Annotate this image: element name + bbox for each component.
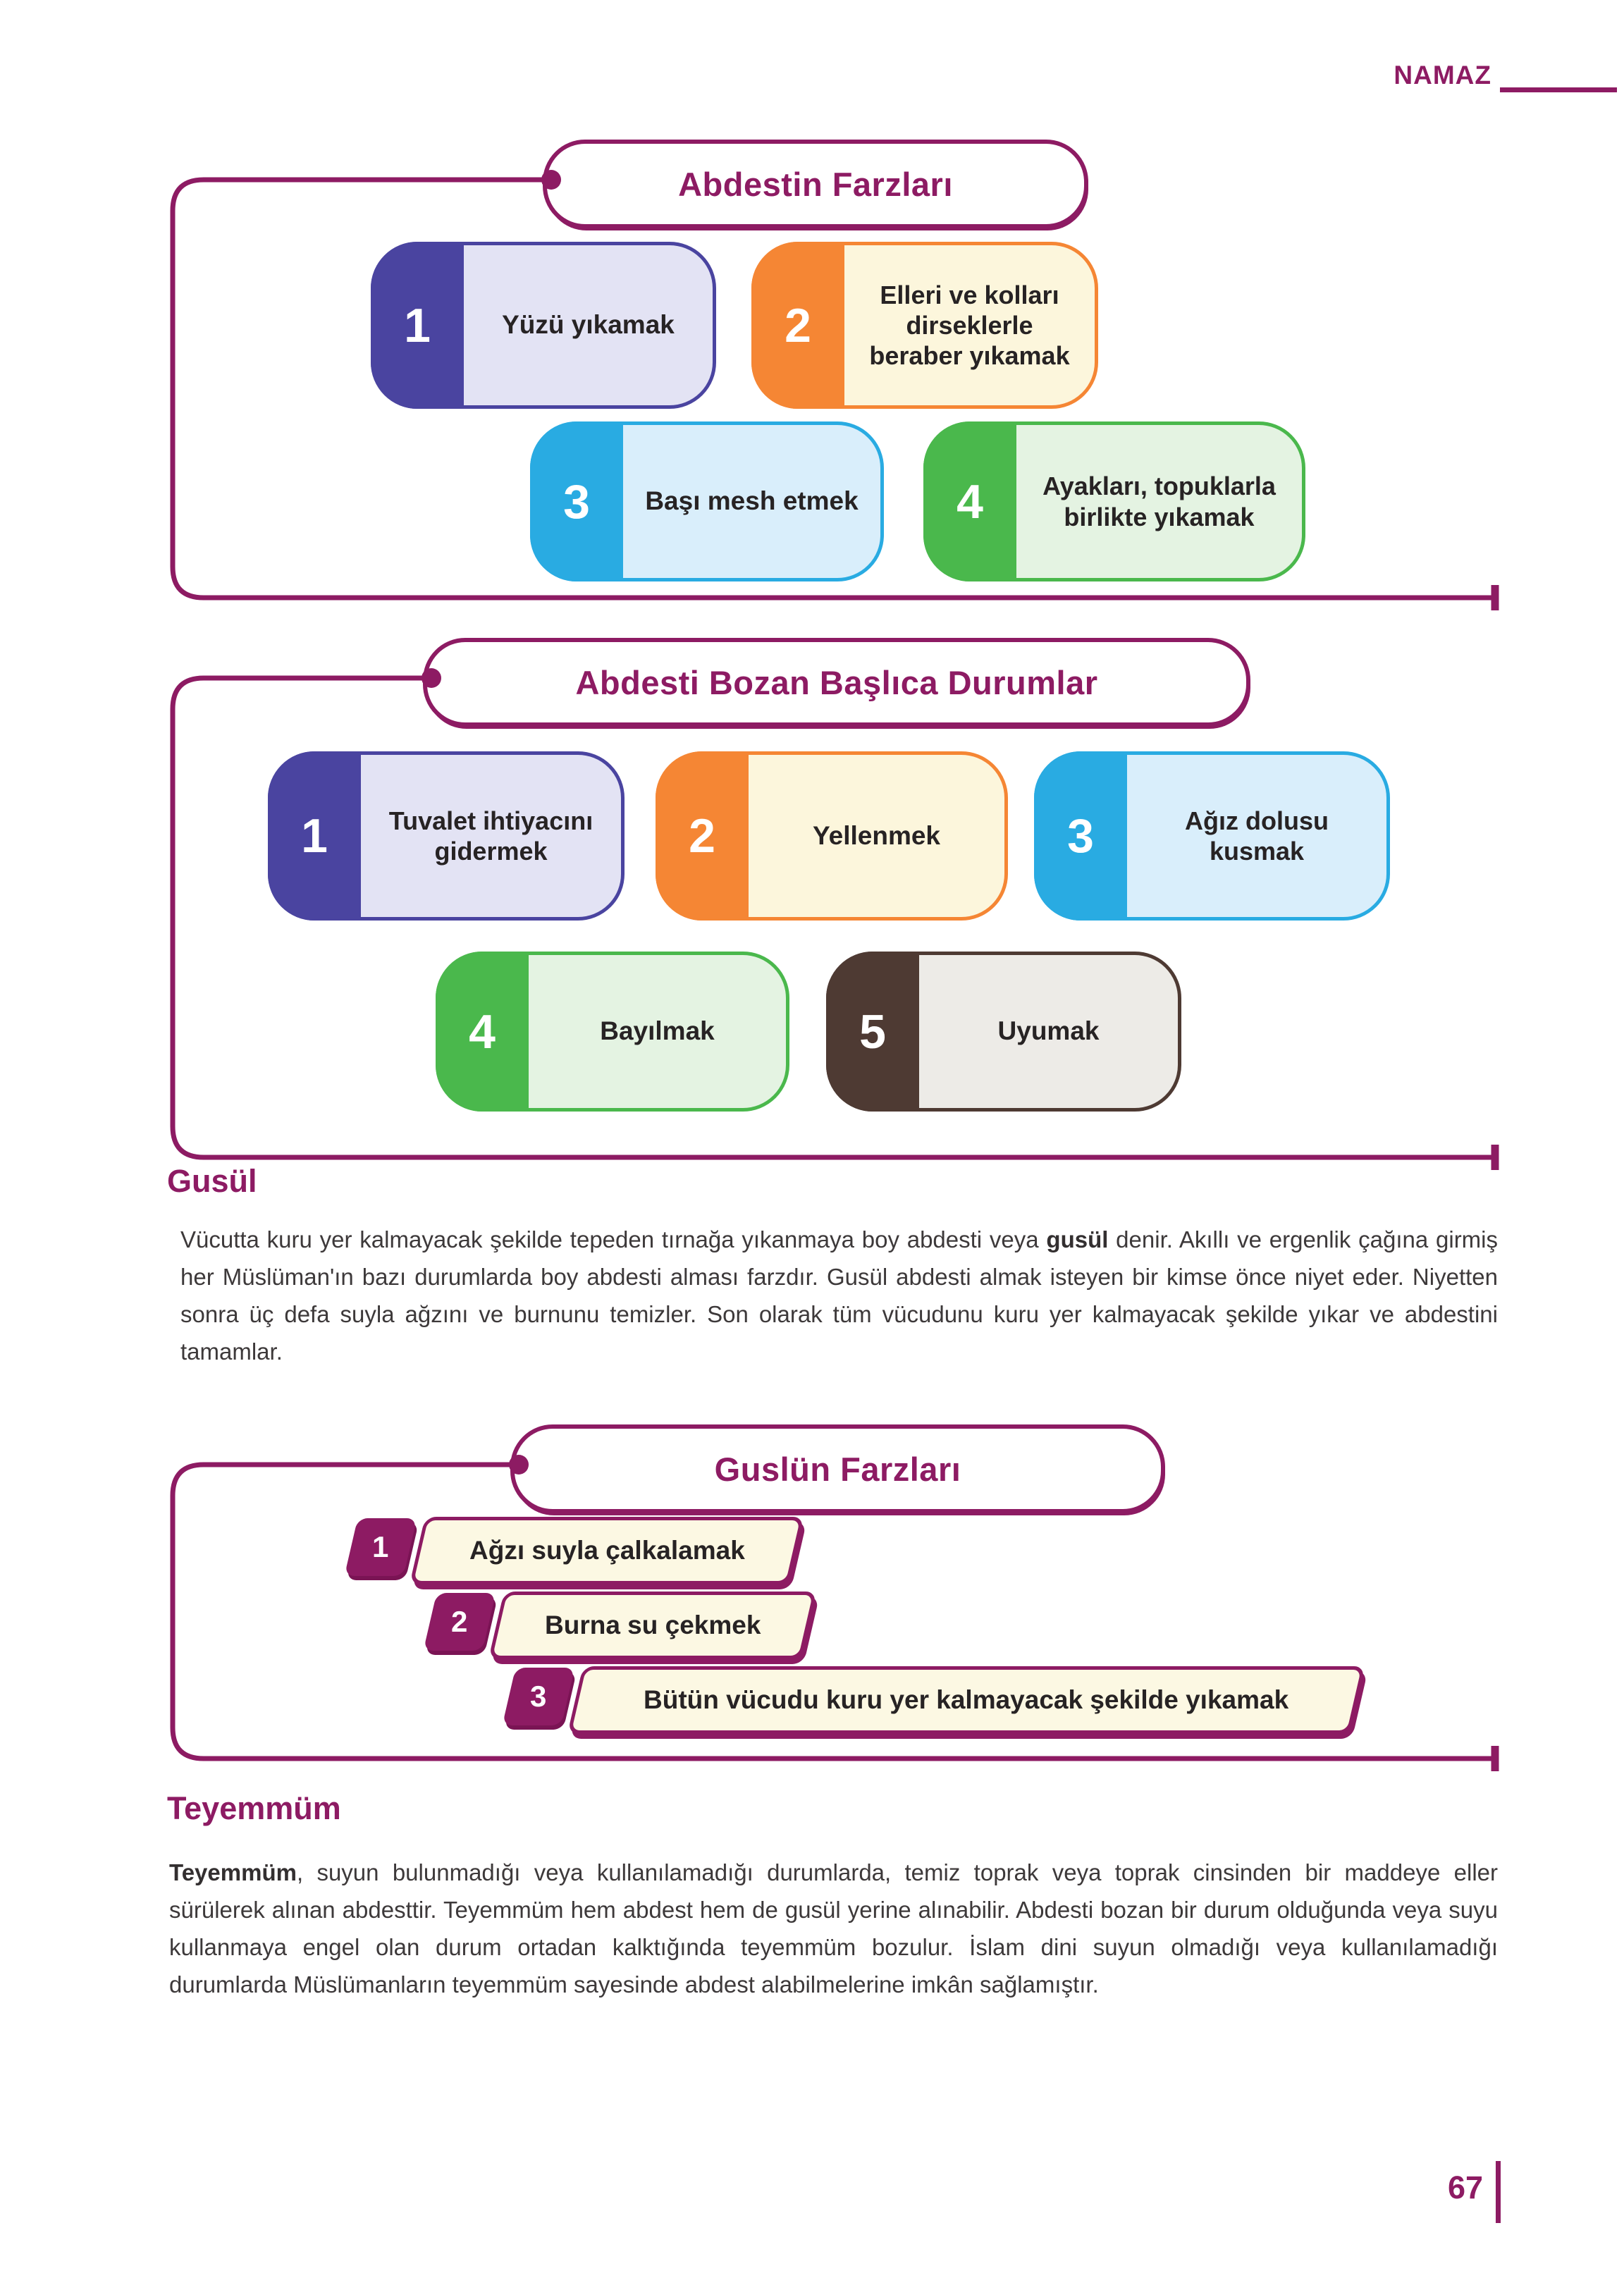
number-text: 1 [372,1530,389,1563]
teyemmum-paragraph: Teyemmüm, suyun bulunmadığı veya kullanılamadığı durumlarda, temiz toprak veya toprak cinsinden bir maddeye eller sürülerek alınan abdesttir. Teyemmüm hem abdest hem de gusül yerine alınabilir. Abdesti bozan bir durum olduğunda veya suyu kullanmaya engel olan durum ortadan kalktığında teyemmüm bozulur. İslam dini suyun olmadığı veya kullanılamadığı durumlarda Müslümanların teyemmüm sayesinde abdest alabilmelerine imkân sağlamıştır. [169,1859,1498,1997]
number-text: 3 [1067,809,1094,863]
connector-dot [422,668,441,688]
abdest-bozan-item-1 [268,751,625,921]
item-label: Yüzü yıkamak [502,310,675,340]
abdest-farz-item-3 [530,421,884,581]
page-number-rule [1496,2161,1501,2223]
gusul-farz-number-2 [424,1593,496,1651]
item-label: Ağzı suyla çalkalamak [469,1536,745,1565]
abdest-bozan-item-5 [826,952,1181,1112]
abdest-farz-item-4 [923,421,1305,581]
number-badge [1034,751,1127,921]
item-label: Uyumak [997,1016,1100,1046]
number-text: 1 [404,298,431,352]
abdest-bozan-item-2 [656,751,1008,921]
number-text: 4 [956,474,983,529]
number-text: 3 [530,1680,547,1713]
section-title-text: Guslün Farzları [714,1450,961,1488]
connector-dot [541,170,561,190]
abdest-bozan-item-4 [436,952,789,1112]
gusul-farz-item-2 [488,1592,817,1659]
number-text: 5 [859,1004,886,1059]
section-title-abdestin-farzlari [543,140,1088,228]
number-text: 1 [301,809,328,863]
item-label: Yellenmek [812,820,940,850]
page-header-label: NAMAZ [1394,61,1491,90]
teyemmum-heading: Teyemmüm [167,1790,341,1826]
number-text: 4 [469,1004,496,1059]
number-badge [923,421,1016,581]
section-title-guslun-farzlari [510,1424,1165,1513]
number-badge [371,242,464,409]
number-badge [268,751,361,921]
number-badge [656,751,749,921]
gusul-farz-number-3 [503,1668,575,1725]
number-text: 3 [563,474,590,529]
item-label: Ağız dolusu kusmak [1185,806,1329,866]
item-label: Bayılmak [600,1016,715,1046]
gusul-farz-item-1 [410,1517,804,1584]
number-text: 2 [451,1605,468,1638]
abdest-bozan-item-3 [1034,751,1390,921]
number-text: 2 [785,298,811,352]
number-badge [530,421,623,581]
item-label: Tuvalet ihtiyacını gidermek [388,806,593,866]
page-number: 67 [1447,2169,1483,2205]
section-title-text: Abdesti Bozan Başlıca Durumlar [575,663,1098,701]
number-badge [751,242,844,409]
number-badge [436,952,529,1112]
section-title-text: Abdestin Farzları [678,165,953,203]
number-badge [826,952,919,1112]
gusul-paragraph: Vücutta kuru yer kalmayacak şekilde tepeden tırnağa yıkanmaya boy abdesti veya gusül denir. Akıllı ve ergenlik çağına girmiş her Müslüman'ın bazı durumlarda boy abdesti alması farzdır. Gusül abdesti almak isteyen bir kimse önce niyet eder. Niyetten sonra üç defa suyla ağzını ve burnunu temizler. Son olarak tüm vücudunu kuru yer kalmayacak şekilde yıkar ve abdestini tamamlar. [180,1226,1499,1365]
section-title-abdesti-bozan [423,638,1250,727]
connector-dot [509,1455,529,1475]
item-label: Elleri ve kolları dirseklerle beraber yıkamak [869,280,1070,371]
gusul-farz-number-1 [345,1518,417,1576]
item-label: Bütün vücudu kuru yer kalmayacak şekilde yıkamak [644,1685,1289,1714]
number-text: 2 [689,809,715,863]
gusul-heading: Gusül [167,1163,257,1199]
abdest-farz-item-2 [751,242,1098,409]
page-header-rule [1500,87,1617,92]
abdest-farz-item-1 [371,242,716,409]
gusul-farz-item-3 [567,1666,1365,1734]
item-label: Ayakları, topuklarla birlikte yıkamak [1042,472,1276,531]
item-label: Burna su çekmek [544,1611,761,1639]
item-label: Başı mesh etmek [645,486,859,516]
